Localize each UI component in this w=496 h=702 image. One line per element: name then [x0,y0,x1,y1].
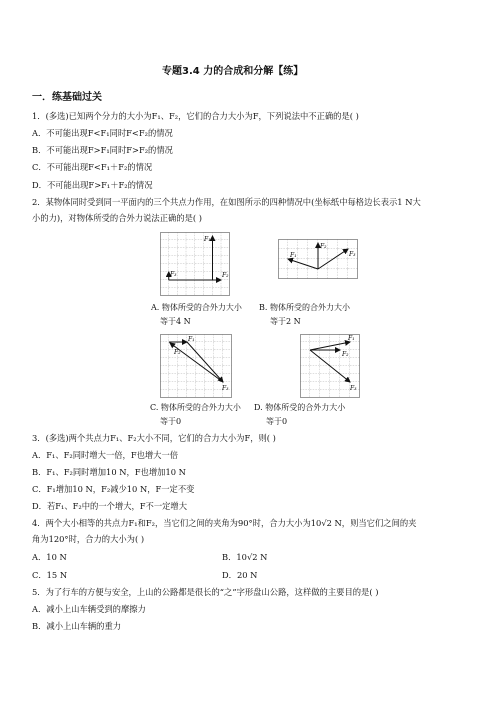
q3-option-d: D．若F₁、F₂中的一个增大，F不一定增大 [32,501,188,511]
fig-c-label-f3: F₃ [222,385,229,392]
q5-stem: 5．为了行车的方便与安全，上山的公路都是很长的“之”字形盘山公路，这样做的主要目的是( ) [32,587,379,597]
figure-d-caption-line1: D. 物体所受的合外力大小 [254,403,346,412]
q3-option-b: B．F₁、F₂同时增加10 N，F也增加10 N [32,467,186,477]
fig-b-label-f3: F₃ [349,251,356,258]
fig-a-label-f2: F₂ [222,272,229,279]
fig-a-label-f1: F₁ [204,236,211,243]
q1-option-c: C．不可能出现F<F₁＋F₂的情况 [32,162,153,172]
q2-stem-line1: 2．某物体同时受到同一平面内的三个共点力作用，在如图所示的四种情况中(坐标纸中每格边长表示1 N大 [32,197,421,207]
q4-option-d: D．20 N [222,570,258,580]
figure-b-caption-line1: B. 物体所受的合外力大小 [259,303,350,312]
fig-b-label-f2: F₂ [320,243,327,250]
figure-d [300,334,360,398]
figure-c [160,334,232,398]
figure-c-caption-line1: C. 物体所受的合外力大小 [150,403,241,412]
figure-b [278,239,358,279]
figure-d-caption-line2: 等于0 [266,417,288,426]
q4-option-a: A．10 N [32,552,67,562]
figure-b-caption-line2: 等于2 N [270,317,301,326]
q4-option-c: C．15 N [32,570,68,580]
figure-a-caption-line2: 等于4 N [160,317,191,326]
q3-option-c: C．F₁增加10 N，F₂减少10 N，F一定不变 [32,484,195,494]
q1-option-b: B．不可能出现F>F₁同时F>F₂的情况 [32,145,173,155]
q5-option-b: B．减小上山车辆的重力 [32,621,122,631]
q1-stem: 1．(多选)已知两个分力的大小为F₁、F₂，它们的合力大小为F，下列说法中不正确的是( ) [32,111,359,121]
q3-stem: 3．(多选)两个共点力F₁、F₂大小不同，它们的合力大小为F，则( ) [32,433,276,443]
figure-c-caption-line2: 等于0 [160,417,182,426]
q2-stem-line2: 小的力)，对物体所受的合外力说法正确的是( ) [32,213,202,223]
fig-c-label-f2: F₂ [174,349,181,356]
page-title: 专题3.4 力的合成和分解【练】 [162,66,304,77]
fig-c-label-f1: F₁ [188,336,195,343]
fig-d-label-f3: F₃ [350,385,357,392]
figure-a-caption-line1: A. 物体所受的合外力大小 [151,303,242,312]
q3-option-a: A．F₁、F₂同时增大一倍，F也增大一倍 [32,450,179,460]
q1-option-d: D．不可能出现F>F₁＋F₂的情况 [32,180,153,190]
fig-b-label-f1: F₁ [290,252,297,259]
q1-option-a: A．不可能出现F<F₁同时F<F₂的情况 [32,128,173,138]
q5-option-a: A．减小上山车辆受到的摩擦力 [32,604,146,614]
q4-stem-line1: 4．两个大小相等的共点力F₁和F₂，当它们之间的夹角为90°时，合力大小为10√2 N，则当它们之间的夹 [32,518,417,528]
fig-d-label-f1: F₁ [348,335,355,342]
figure-a [160,232,230,296]
fig-a-label-f3: F₃ [170,271,177,278]
section-heading: 一．练基础过关 [32,92,102,103]
q4-stem-line2: 角为120°时，合力的大小为( ) [32,534,145,544]
q4-option-b: B．10√2 N [222,552,268,562]
fig-d-label-f2: F₂ [342,351,349,358]
